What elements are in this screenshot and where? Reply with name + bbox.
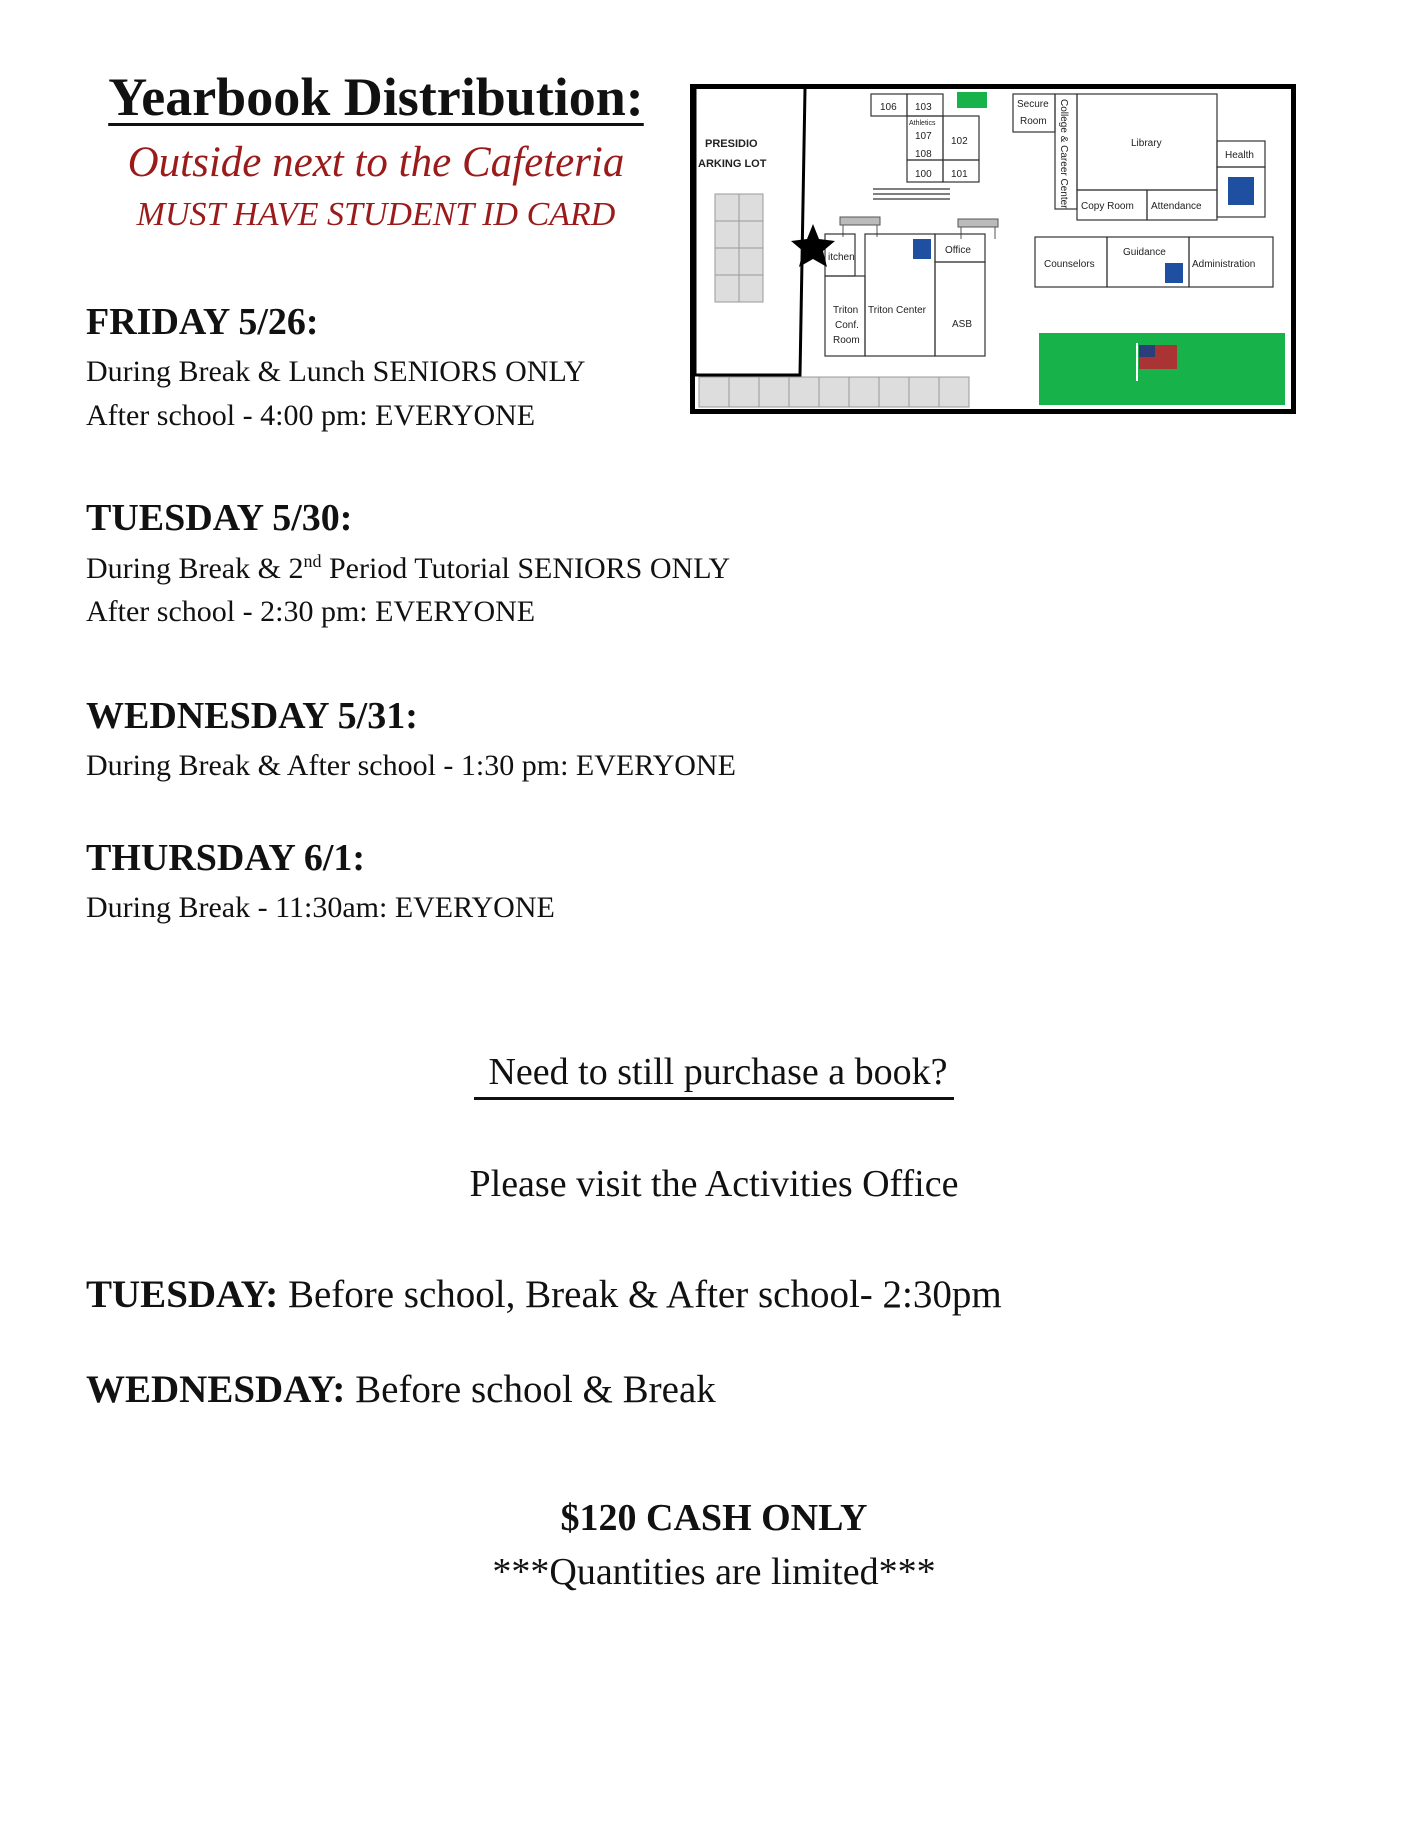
stairs	[873, 189, 950, 199]
svg-text:Conf.: Conf.	[835, 320, 859, 331]
restroom-icon-3	[1165, 263, 1183, 283]
svg-text:Guidance: Guidance	[1123, 247, 1166, 258]
friday-heading: FRIDAY 5/26:	[86, 301, 319, 343]
quantity-note: ***Quantities are limited***	[492, 1551, 936, 1593]
campus-map-drawing	[695, 89, 1291, 409]
svg-text:College & Career Center: College & Career Center	[1058, 99, 1069, 209]
svg-text:Athletics: Athletics	[909, 120, 936, 127]
svg-text:100: 100	[915, 169, 932, 180]
thursday-line-1: During Break - 11:30am: EVERYONE	[86, 891, 555, 924]
friday-line-2: After school - 4:00 pm: EVERYONE	[86, 399, 536, 432]
wednesday-heading: WEDNESDAY 5/31:	[86, 695, 418, 737]
svg-text:102: 102	[951, 136, 968, 147]
svg-text:Office: Office	[945, 245, 971, 256]
svg-text:ASB: ASB	[952, 319, 973, 330]
svg-text:101: 101	[951, 169, 968, 180]
tuesday-line-2: After school - 2:30 pm: EVERYONE	[86, 595, 536, 628]
page-title: Yearbook Distribution:	[108, 67, 644, 127]
svg-text:Room: Room	[1020, 116, 1047, 127]
svg-text:itchen: itchen	[828, 252, 855, 263]
tuesday-heading: TUESDAY 5/30:	[86, 497, 353, 539]
svg-text:Triton Center: Triton Center	[868, 305, 926, 316]
price-text: $120 CASH ONLY	[560, 1497, 868, 1539]
visit-office-text: Please visit the Activities Office	[469, 1163, 959, 1205]
purchase-heading: Need to still purchase a book?	[0, 1050, 1428, 1100]
svg-text:108: 108	[915, 149, 932, 160]
table-icons	[840, 217, 998, 239]
restroom-icon-2	[913, 239, 931, 259]
svg-text:Attendance: Attendance	[1151, 201, 1202, 212]
friday-line-1: During Break & Lunch SENIORS ONLY	[86, 355, 586, 388]
purchase-tuesday: TUESDAY: Before school, Break & After school- 2:30pm	[86, 1273, 1002, 1316]
svg-text:Health: Health	[1225, 150, 1254, 161]
svg-text:Counselors: Counselors	[1044, 259, 1095, 270]
svg-text:107: 107	[915, 131, 932, 142]
svg-text:103: 103	[915, 102, 932, 113]
thursday-heading: THURSDAY 6/1:	[86, 837, 366, 879]
svg-text:Administration: Administration	[1192, 259, 1256, 270]
wednesday-line-1: During Break & After school - 1:30 pm: EVERYONE	[86, 749, 736, 782]
green-marker	[957, 92, 987, 108]
parking-label-2: ARKING LOT	[698, 158, 767, 170]
parking-label: PRESIDIO	[705, 138, 758, 150]
svg-text:106: 106	[880, 102, 897, 113]
svg-text:Copy Room: Copy Room	[1081, 201, 1134, 212]
svg-text:Room: Room	[833, 335, 860, 346]
parking-spaces	[715, 194, 763, 302]
restroom-icon	[1228, 177, 1254, 205]
id-requirement: MUST HAVE STUDENT ID CARD	[136, 196, 616, 233]
svg-text:Triton: Triton	[833, 305, 859, 316]
campus-map	[690, 84, 1296, 414]
purchase-wednesday: WEDNESDAY: Before school & Break	[86, 1368, 716, 1411]
svg-text:Secure: Secure	[1017, 99, 1049, 110]
bottom-parking-spaces	[699, 377, 969, 407]
svg-text:Library: Library	[1131, 138, 1162, 149]
location-text: Outside next to the Cafeteria	[127, 139, 625, 186]
tuesday-line-1: During Break & 2nd Period Tutorial SENIORS ONLY	[86, 551, 731, 585]
